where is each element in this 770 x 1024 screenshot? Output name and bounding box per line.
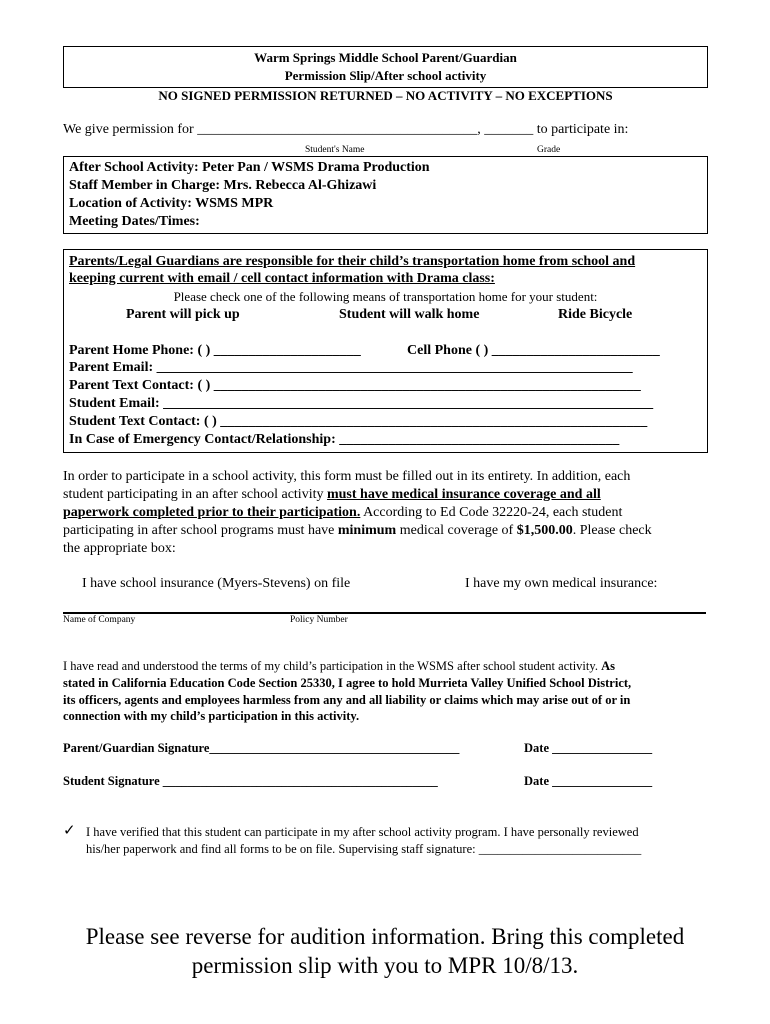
school-insurance-option[interactable]: I have school insurance (Myers-Stevens) on file (82, 576, 351, 591)
student-name-field[interactable]: ________________________________________ (197, 122, 478, 137)
agreement-text-1a: I have read and understood the terms of my child’s participation in the WSMS after school student activity. (63, 659, 602, 673)
insurance-text-4a: participating in after school programs must have (63, 523, 338, 538)
cell-phone-field[interactable]: Cell Phone ( ) ________________________ (407, 343, 660, 358)
company-name-caption: Name of Company (63, 615, 136, 625)
insurance-requirement: must have medical insurance coverage and all (326, 487, 601, 502)
header-school-title: Warm Springs Middle School Parent/Guardian (254, 50, 517, 65)
option-walk-home[interactable]: Student will walk home (339, 307, 480, 322)
permission-suffix: to participate in: (536, 122, 629, 137)
permission-comma: , (477, 122, 481, 137)
insurance-text-4b: medical coverage of (396, 523, 517, 538)
insurance-company-line[interactable] (63, 612, 706, 614)
activity-meeting: Meeting Dates/Times: (69, 214, 200, 229)
parent-signature-field[interactable]: Parent/Guardian Signature________________________________________ (63, 741, 460, 755)
transport-title-1: Parents/Legal Guardians are responsible for their child’s transportation home from school and (69, 254, 636, 269)
staff-verification-2[interactable]: his/her paperwork and find all forms to be on file. Supervising staff signature: __________________________ (86, 842, 642, 856)
parent-email-field[interactable]: Parent Email: ____________________________________________________________________ (69, 360, 633, 375)
insurance-minimum: minimum (337, 523, 397, 538)
insurance-text-5: the appropriate box: (63, 541, 176, 556)
insurance-text-2a: student participating in an after school activity (63, 487, 327, 502)
header-form-title: Permission Slip/After school activity (284, 68, 487, 83)
insurance-text-2 (63, 487, 601, 503)
parent-home-phone-field[interactable]: Parent Home Phone: ( ) _____________________ (69, 343, 361, 358)
insurance-amount: $1,500.00 (516, 523, 573, 538)
header-warning: NO SIGNED PERMISSION RETURNED – NO ACTIVITY – NO EXCEPTIONS (158, 88, 613, 103)
agreement-text-1b: As (601, 659, 615, 673)
permission-prefix: We give permission for (63, 122, 194, 137)
insurance-text-3 (63, 505, 622, 521)
student-email-field[interactable]: Student Email: ______________________________________________________________________ (69, 396, 654, 411)
insurance-text-4 (63, 523, 652, 539)
student-name-caption: Student's Name (305, 145, 365, 155)
transport-title-2: keeping current with email / cell contact information with Drama class: (69, 271, 495, 286)
activity-staff: Staff Member in Charge: Mrs. Rebecca Al-Ghizawi (69, 178, 377, 193)
insurance-text-4c: . Please check (572, 523, 652, 538)
agreement-text-3: its officers, agents and employees harmless from any and all liability or claims which may arise out of or in (63, 693, 631, 707)
own-insurance-option[interactable]: I have my own medical insurance: (465, 576, 658, 591)
insurance-edcode: According to Ed Code 32220-24, each student (360, 505, 623, 520)
permission-line (63, 122, 628, 138)
transport-instruction: Please check one of the following means of transportation home for your student: (173, 289, 598, 304)
agreement-text-2: stated in California Education Code Section 25330, I agree to hold Murrieta Valley Unified School District, (63, 676, 632, 690)
parent-date-field[interactable]: Date ________________ (524, 741, 653, 755)
check-icon: ✓ (63, 821, 76, 839)
insurance-text-1: In order to participate in a school activity, this form must be filled out in its entirety. In addition, each (63, 469, 631, 484)
footer-line-1: Please see reverse for audition information. Bring this completed (85, 924, 685, 949)
emergency-contact-field[interactable]: In Case of Emergency Contact/Relationship: ________________________________________ (69, 432, 620, 447)
student-signature-field[interactable]: Student Signature ____________________________________________ (63, 774, 438, 788)
grade-field[interactable]: _______ (484, 122, 534, 137)
policy-number-caption: Policy Number (290, 615, 348, 625)
insurance-paperwork: paperwork completed prior to their participation. (63, 505, 361, 520)
student-date-field[interactable]: Date ________________ (524, 774, 653, 788)
agreement-text-1 (63, 659, 615, 674)
activity-name: After School Activity: Peter Pan / WSMS Drama Production (69, 160, 430, 175)
option-parent-pickup[interactable]: Parent will pick up (126, 307, 240, 322)
activity-location: Location of Activity: WSMS MPR (69, 196, 274, 211)
student-text-contact-field[interactable]: Student Text Contact: ( ) _____________________________________________________________ (69, 414, 648, 429)
staff-verification-1: I have verified that this student can participate in my after school activity program. I have personally reviewed (86, 825, 639, 839)
agreement-text-4: connection with my child’s participation in this activity. (63, 709, 360, 723)
option-ride-bicycle[interactable]: Ride Bicycle (558, 307, 633, 322)
footer-line-2: permission slip with you to MPR 10/8/13. (191, 953, 579, 978)
parent-text-contact-field[interactable]: Parent Text Contact: ( ) _____________________________________________________________ (69, 378, 641, 393)
grade-caption: Grade (537, 145, 561, 155)
